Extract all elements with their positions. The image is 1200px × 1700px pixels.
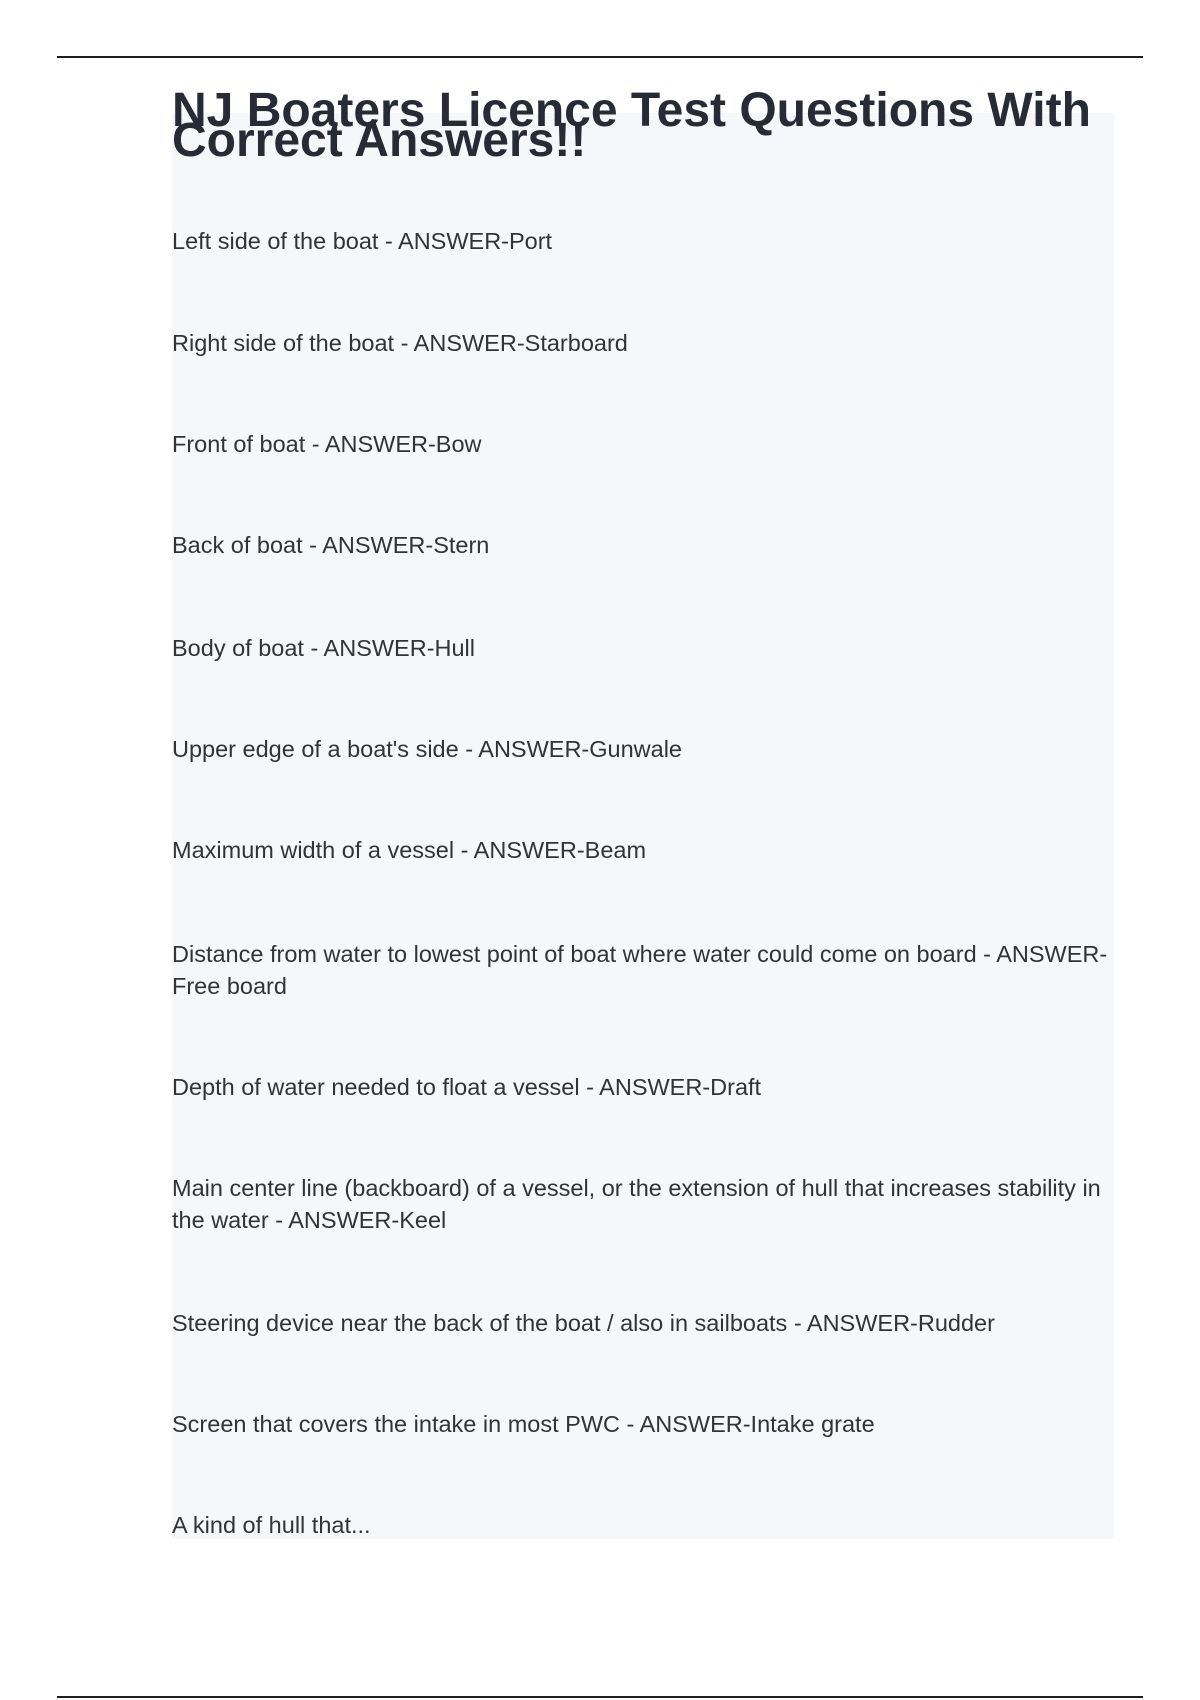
list-item: Right side of the boat - ANSWER-Starboard — [172, 330, 628, 356]
list-item: Steering device near the back of the boat / also in sailboats - ANSWER-Rudder — [172, 1310, 995, 1336]
list-item: Screen that covers the intake in most PWC - ANSWER-Intake grate — [172, 1411, 875, 1437]
page-title: NJ Boaters Licence Test Questions With Correct Answers!! — [172, 84, 1091, 167]
list-item: Front of boat - ANSWER-Bow — [172, 431, 482, 457]
top-divider — [57, 56, 1143, 58]
list-item: Depth of water needed to float a vessel - ANSWER-Draft — [172, 1074, 762, 1100]
list-item: Body of boat - ANSWER-Hull — [172, 635, 475, 661]
list-item: Distance from water to lowest point of boat where water could come on board - ANSWER-Free board — [172, 941, 1108, 999]
list-item: Left side of the boat - ANSWER-Port — [172, 228, 553, 254]
list-item: Main center line (backboard) of a vessel, or the extension of hull that increases stability in the water - ANSWER-Keel — [172, 1175, 1101, 1233]
bottom-divider — [57, 1696, 1143, 1698]
list-item: Upper edge of a boat's side - ANSWER-Gunwale — [172, 736, 682, 762]
list-item: A kind of hull that... — [172, 1512, 371, 1538]
list-item: Back of boat - ANSWER-Stern — [172, 532, 490, 558]
list-item: Maximum width of a vessel - ANSWER-Beam — [172, 837, 647, 863]
